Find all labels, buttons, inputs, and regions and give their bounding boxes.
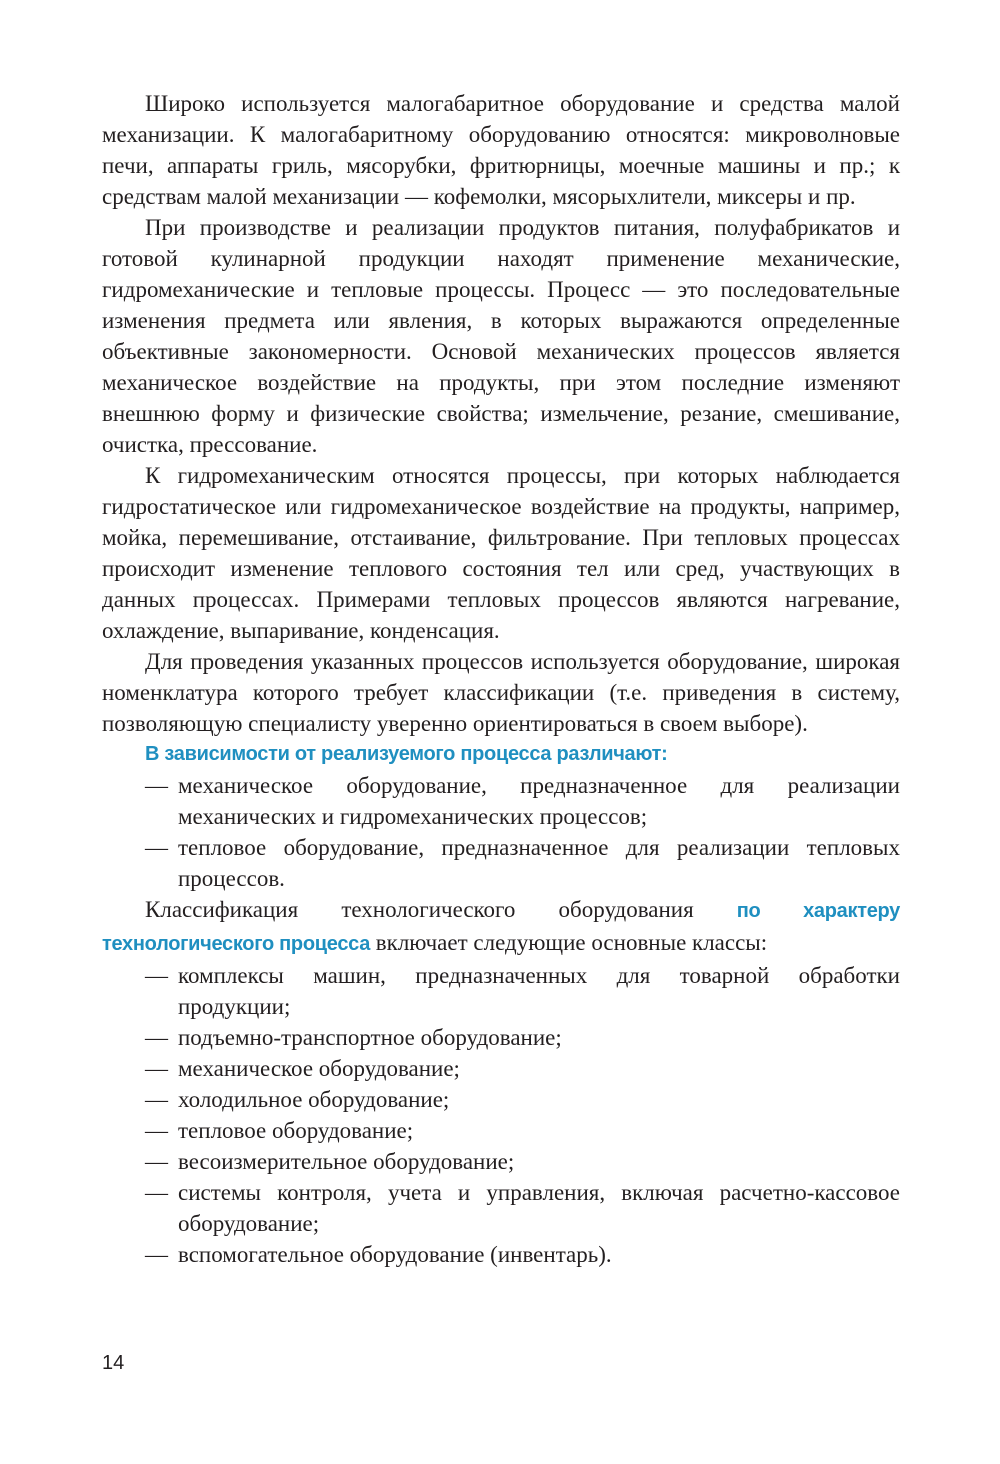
list-item [102,1084,900,1115]
list-dash: — [145,773,168,798]
list-item [102,770,900,832]
list-item [102,1053,900,1084]
list-item-text: весоизмерительное оборудование; [178,1149,515,1174]
intro-text: Классификация технологического оборудования [145,897,737,922]
list-dash: — [145,1180,168,1205]
list-item-text: системы контроля, учета и управления, включая расчетно-кассовое оборудование; [178,1180,900,1236]
paragraph: При производстве и реализации продуктов питания, полуфабрикатов и готовой кулинарной продукции находят применение механические, гидромеханические и тепловые процессы. Процесс — это последовательные изменения предмета или явления, в которых выражаются определенные объективные закономерности. Основой механических процессов является механическое воздействие на продукты, при этом последние изменяют внешнюю форму и физические свойства; измельчение, резание, смешивание, очистка, прессование. [102,215,900,457]
list-item-text: вспомогательное оборудование (инвентарь). [178,1242,612,1267]
process-list [102,770,900,894]
intro-text: включает следующие основные классы: [370,930,768,955]
list-item [102,1177,900,1239]
list-item-text: тепловое оборудование; [178,1118,414,1143]
page-number: 14 [102,1352,125,1374]
list-item [102,960,900,1022]
list-item-text: тепловое оборудование, предназначенное для реализации тепловых процессов. [178,835,900,891]
classes-list [102,960,900,1270]
list-item-text: механическое оборудование, предназначенное для реализации механических и гидромеханических процессов; [178,773,900,829]
list-dash: — [145,963,168,988]
list-dash: — [145,1025,168,1050]
list-item [102,1239,900,1270]
list-dash: — [145,835,168,860]
list-item-text: подъемно-транспортное оборудование; [178,1025,562,1050]
list-dash: — [145,1056,168,1081]
classification-intro [102,894,900,960]
list-dash: — [145,1242,168,1267]
list-dash: — [145,1149,168,1174]
intro-highlight: по характеру технологического процесса [102,900,900,955]
paragraph: К гидромеханическим относятся процессы, при которых наблюдается гидростатическое или гидромеханическое воздействие на продукты, например, мойка, перемешивание, отстаивание, фильтрование. При тепловых процессах происходит изменение теплового состояния тел или сред, участвующих в данных процессах. Примерами тепловых процессов являются нагревание, охлаждение, выпаривание, конденсация. [102,463,900,643]
list-item [102,832,900,894]
list-dash: — [145,1087,168,1112]
paragraph: Широко используется малогабаритное оборудование и средства малой механизации. К малогабаритному оборудованию относятся: микроволновые печи, аппараты гриль, мясорубки, фритюрницы, моечные машины и пр.; к средствам малой механизации — кофемолки, мясорыхлители, миксеры и пр. [102,91,900,209]
list-item [102,1146,900,1177]
list-dash: — [145,1118,168,1143]
page-content [102,88,900,1270]
list-item-text: комплексы машин, предназначенных для товарной обработки продукции; [178,963,900,1019]
list-item [102,1022,900,1053]
list-item-text: механическое оборудование; [178,1056,460,1081]
list-item [102,1115,900,1146]
section-heading: В зависимости от реализуемого процесса различают: [145,743,668,765]
list-item-text: холодильное оборудование; [178,1087,450,1112]
paragraph: Для проведения указанных процессов используется оборудование, широкая номенклатура которого требует классификации (т.е. приведения в систему, позволяющую специалисту уверенно ориентироваться в своем выборе). [102,649,900,736]
